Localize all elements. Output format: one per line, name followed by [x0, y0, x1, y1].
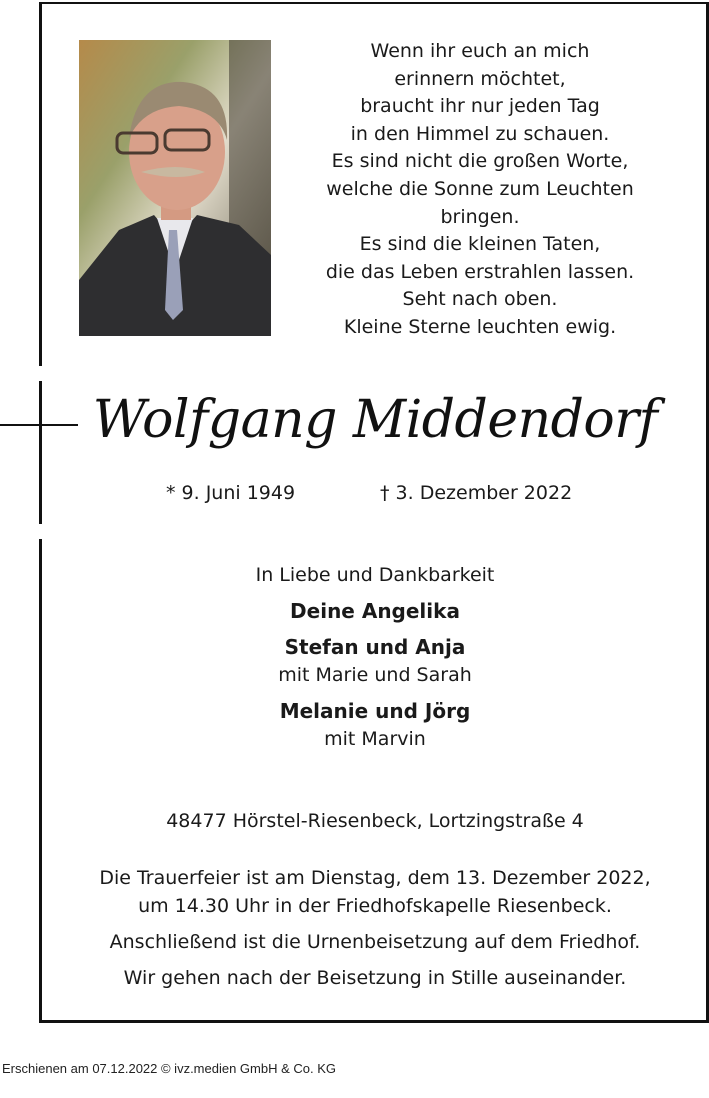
- poem-line: Es sind nicht die großen Worte,: [331, 150, 629, 173]
- poem-line: Es sind die kleinen Taten,: [359, 233, 601, 256]
- poem-line: welche die Sonne zum Leuchten: [326, 177, 634, 200]
- family-member: Stefan und Anja: [284, 635, 466, 659]
- family-member-children: mit Marvin: [324, 728, 426, 750]
- birth-date: * 9. Juni 1949: [166, 482, 296, 504]
- death-date: † 3. Dezember 2022: [380, 482, 573, 504]
- deceased-name: Wolfgang Middendorf: [92, 390, 658, 450]
- notes-line: Anschließend ist die Urnenbeisetzung auf dem Friedhof.: [109, 931, 641, 953]
- poem-line: bringen.: [440, 205, 520, 228]
- poem-line: erinnern möchtet,: [394, 67, 566, 90]
- family-member-children: mit Marie und Sarah: [278, 664, 472, 686]
- poem-line: Kleine Sterne leuchten ewig.: [343, 315, 617, 338]
- funeral-notes: [40, 864, 709, 992]
- family-block: [40, 562, 709, 752]
- address: 48477 Hörstel-Riesenbeck, Lortzingstraße 4: [166, 810, 584, 832]
- poem-line: in den Himmel zu schauen.: [350, 122, 610, 145]
- portrait-illustration: [79, 40, 271, 336]
- frame-top-border: [39, 2, 709, 4]
- notes-line: Wir gehen nach der Beisetzung in Stille auseinander.: [123, 967, 627, 989]
- notes-line: Die Trauerfeier ist am Dienstag, dem 13. Dezember 2022,: [99, 867, 651, 889]
- frame-left-border-upper: [39, 2, 42, 366]
- poem-line: Wenn ihr euch an mich: [370, 40, 590, 62]
- frame-bottom-border: [39, 1020, 709, 1023]
- family-intro: In Liebe und Dankbarkeit: [255, 564, 495, 586]
- poem: [300, 38, 660, 342]
- poem-line: braucht ihr nur jeden Tag: [360, 95, 600, 118]
- portrait-photo: [79, 40, 271, 336]
- notes-line: um 14.30 Uhr in der Friedhofskapelle Riesenbeck.: [138, 895, 612, 917]
- publication-footer: Erschienen am 07.12.2022 © ivz.medien GmbH & Co. KG: [2, 1061, 337, 1076]
- poem-line: die das Leben erstrahlen lassen.: [325, 260, 635, 283]
- family-member: Deine Angelika: [290, 599, 460, 623]
- family-member: Melanie und Jörg: [279, 699, 471, 723]
- poem-line: Seht nach oben.: [402, 288, 558, 311]
